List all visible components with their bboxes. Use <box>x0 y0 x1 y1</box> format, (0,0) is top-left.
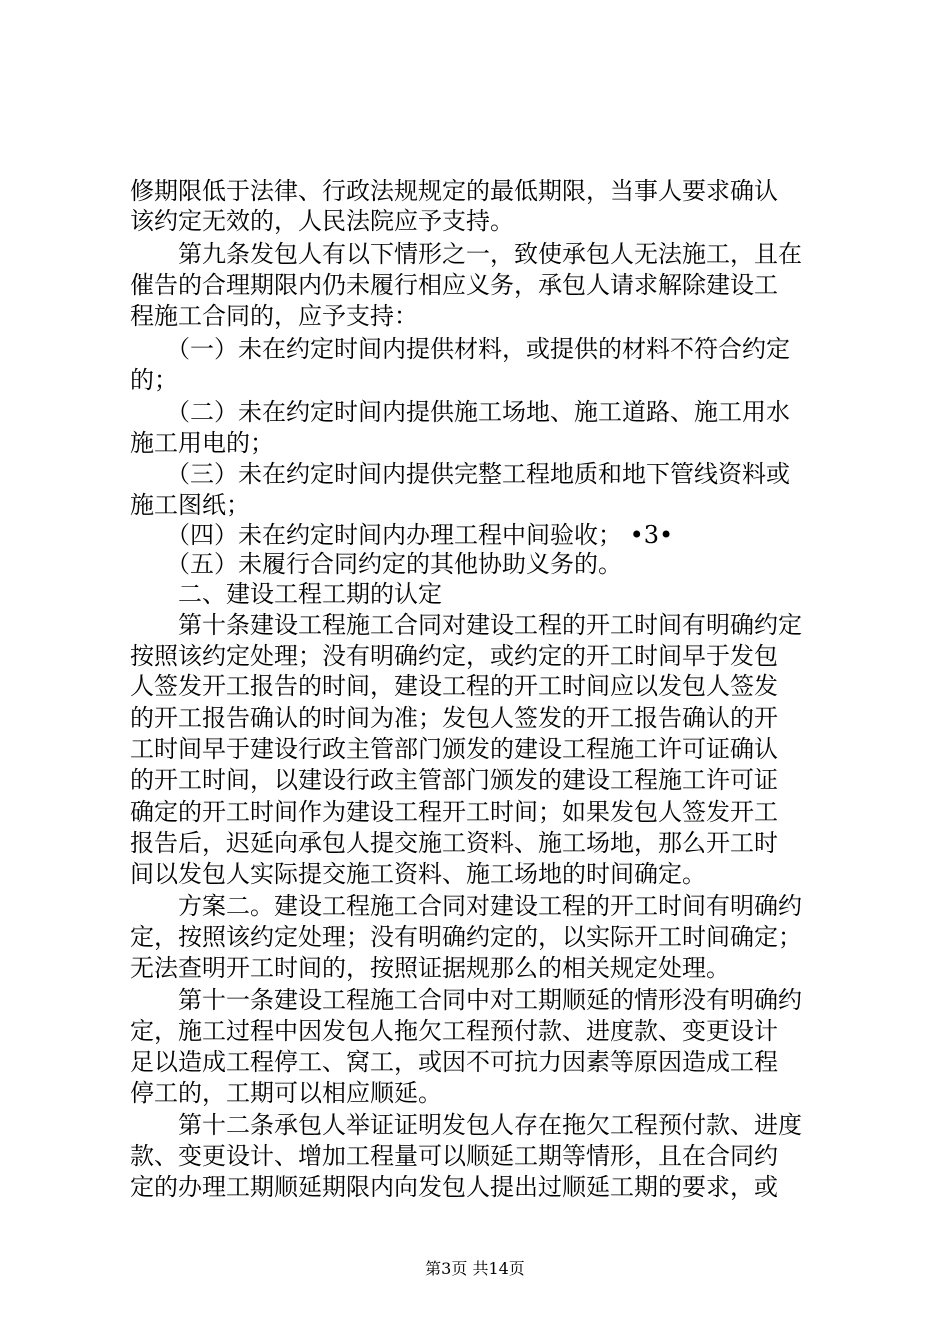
page-number-footer: 第3页 共14页 <box>425 1259 525 1278</box>
text-line: （四）未在约定时间内办理工程中间验收； •3• <box>130 521 674 549</box>
text-line: （三）未在约定时间内提供完整工程地质和地下管线资料或 <box>130 460 790 488</box>
text-line: 无法查明开工时间的，按照证据规那么的相关规定处理。 <box>130 954 730 982</box>
text-line: 修期限低于法律、行政法规规定的最低期限，当事人要求确认 <box>130 177 778 205</box>
text-line: 催告的合理期限内仍未履行相应义务，承包人请求解除建设工 <box>130 271 778 299</box>
text-line: 按照该约定处理；没有明确约定，或约定的开工时间早于发包 <box>130 642 778 670</box>
text-line: （五）未履行合同约定的其他协助义务的。 <box>130 550 622 578</box>
text-line: 定，施工过程中因发包人拖欠工程预付款、进度款、变更设计 <box>130 1017 778 1045</box>
text-line: 的开工报告确认的时间为准；发包人签发的开工报告确认的开 <box>130 704 778 732</box>
text-line: 款、变更设计、增加工程量可以顺延工期等情形，且在合同约 <box>130 1142 778 1170</box>
text-line: 该约定无效的，人民法院应予支持。 <box>130 207 514 235</box>
text-line: 间以发包人实际提交施工资料、施工场地的时间确定。 <box>130 860 706 888</box>
text-line: 的开工时间，以建设行政主管部门颁发的建设工程施工许可证 <box>130 766 778 794</box>
text-line: （二）未在约定时间内提供施工场地、施工道路、施工用水 <box>130 398 790 426</box>
text-line: 报告后，迟延向承包人提交施工资料、施工场地，那么开工时 <box>130 829 778 857</box>
text-line: 方案二。建设工程施工合同对建设工程的开工时间有明确约 <box>130 892 802 920</box>
text-line: 人签发开工报告的时间，建设工程的开工时间应以发包人签发 <box>130 672 778 700</box>
text-line: 第九条发包人有以下情形之一，致使承包人无法施工，且在 <box>130 240 802 268</box>
text-line: 定，按照该约定处理；没有明确约定的，以实际开工时间确定； <box>130 923 802 951</box>
text-line: 足以造成工程停工、窝工，或因不可抗力因素等原因造成工程 <box>130 1048 778 1076</box>
text-line: 停工的，工期可以相应顺延。 <box>130 1079 442 1107</box>
text-line: 第十二条承包人举证证明发包人存在拖欠工程预付款、进度 <box>130 1111 802 1139</box>
text-line: 确定的开工时间作为建设工程开工时间；如果发包人签发开工 <box>130 798 778 826</box>
text-line: 第十一条建设工程施工合同中对工期顺延的情形没有明确约 <box>130 986 802 1014</box>
text-line: 程施工合同的，应予支持： <box>130 302 418 330</box>
section-heading: 二、建设工程工期的认定 <box>130 580 442 608</box>
text-line: 施工图纸； <box>130 491 250 519</box>
text-line: 工时间早于建设行政主管部门颁发的建设工程施工许可证确认 <box>130 735 778 763</box>
text-line: 施工用电的； <box>130 429 274 457</box>
text-line: （一）未在约定时间内提供材料，或提供的材料不符合约定 <box>130 335 790 363</box>
text-line: 的； <box>130 366 178 394</box>
text-line: 定的办理工期顺延期限内向发包人提出过顺延工期的要求，或 <box>130 1173 778 1201</box>
text-line: 第十条建设工程施工合同对建设工程的开工时间有明确约定 <box>130 611 802 639</box>
